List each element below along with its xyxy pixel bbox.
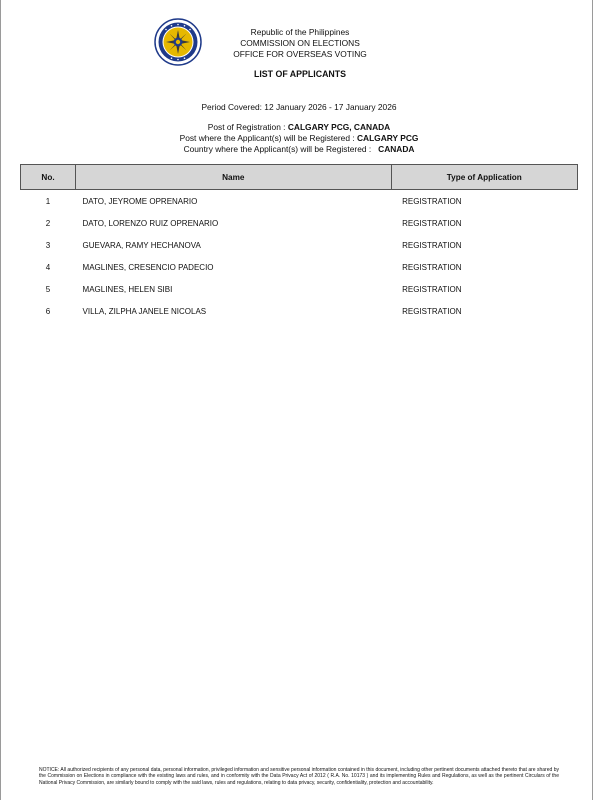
row-type: REGISTRATION: [402, 284, 462, 294]
comelec-seal-icon: [154, 18, 202, 66]
post-label: Post of Registration :: [207, 122, 288, 132]
table-row: [21, 234, 578, 256]
post-where-label: Post where the Applicant(s) will be Registered :: [179, 133, 357, 144]
row-type: REGISTRATION: [402, 196, 462, 206]
commission-line: COMMISSION ON ELECTIONS: [240, 38, 360, 48]
header-block: [201, 27, 399, 60]
country-where-registered: [101, 144, 497, 155]
row-type: REGISTRATION: [402, 240, 462, 250]
post-where-registered: [101, 133, 497, 144]
row-type: REGISTRATION: [402, 306, 462, 316]
country-label: Country where the Applicant(s) will be Registered :: [183, 144, 374, 155]
row-name: DATO, JEYROME OPRENARIO: [82, 196, 198, 206]
row-name: MAGLINES, HELEN SIBI: [82, 284, 173, 294]
row-no: 5: [45, 284, 51, 294]
table-row: [21, 278, 578, 300]
row-name: DATO, LORENZO RUIZ OPRENARIO: [82, 218, 219, 228]
row-no: 3: [45, 240, 51, 250]
post-where-value: CALGARY PCG: [356, 133, 419, 144]
table-row: [21, 256, 578, 278]
period-covered: Period Covered: 12 January 2026 - 17 January 2026: [201, 102, 397, 112]
country-value: CANADA: [378, 144, 415, 155]
table-header-row: [21, 165, 578, 190]
office-line: OFFICE FOR OVERSEAS VOTING: [233, 49, 367, 59]
row-name: VILLA, ZILPHA JANELE NICOLAS: [82, 306, 207, 316]
column-header-name: Name: [76, 165, 392, 190]
table-row: [21, 212, 578, 234]
column-header-type: Type of Application: [391, 165, 577, 190]
table-row: [21, 190, 578, 213]
privacy-notice: NOTICE: All authorized recipients of any personal data, personal information, privileged information and sensitive personal information contained in this document, including other pertinent documents attached thereto that are shared by the Commission on Elections in compliance with the existing laws and rules, and in conformity with the Data Privacy Act of 2012 ( R.A. No. 10173 ) and its implementing Rules and Regulations, as well as the pertinent Circulars of the National Privacy Commission, are similarly bound to comply with the said laws, rules and regulations, relating to data privacy, security, confidentiality, protection and accountability.: [39, 767, 559, 786]
republic-line: Republic of the Philippines: [250, 27, 350, 37]
table-row: [21, 300, 578, 322]
row-type: REGISTRATION: [402, 218, 462, 228]
row-name: MAGLINES, CRESENCIO PADECIO: [82, 262, 214, 272]
applicants-table: [20, 164, 578, 322]
row-no: 4: [45, 262, 51, 272]
post-value: CALGARY PCG, CANADA: [287, 122, 391, 132]
row-no: 1: [45, 196, 51, 206]
document-title: LIST OF APPLICANTS: [253, 69, 347, 79]
row-type: REGISTRATION: [402, 262, 462, 272]
registration-info: [101, 122, 497, 156]
post-of-registration: [101, 122, 497, 133]
row-name: GUEVARA, RAMY HECHANOVA: [82, 240, 201, 250]
row-no: 6: [45, 306, 51, 316]
row-no: 2: [45, 218, 51, 228]
column-header-no: No.: [21, 165, 76, 190]
